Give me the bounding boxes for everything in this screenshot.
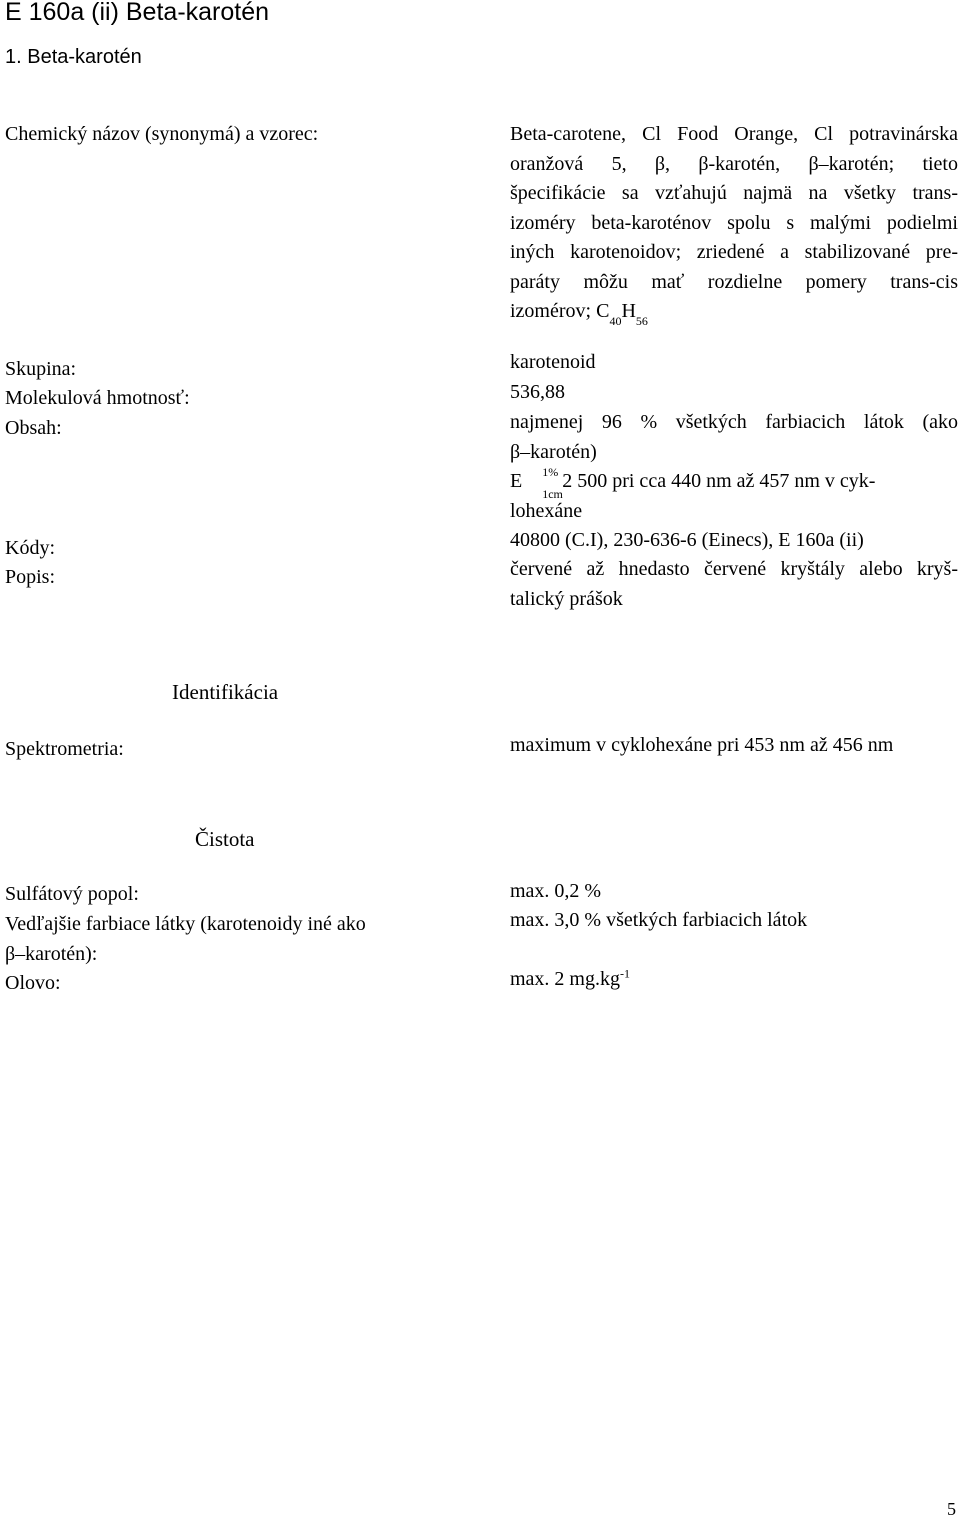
group-value: karotenoid: [510, 351, 596, 373]
absorbance-indices: [522, 465, 563, 502]
document-title: E 160a (ii) Beta-karotén: [5, 0, 270, 26]
description-line-1: červené až hnedasto červené kryštály alebo kryš-: [510, 558, 958, 580]
absorbance-sub: 1cm: [542, 487, 563, 502]
formula-sub-hydrogen: 56: [635, 314, 648, 328]
formula-sub-carbon: 40: [609, 314, 622, 328]
chem-name-line-3: špecifikácie sa vzťahujú najmä na všetky trans-: [510, 182, 958, 204]
chem-name-line-1: Beta-carotene, Cl Food Orange, Cl potravinárska: [510, 123, 958, 145]
chem-name-line-6: paráty môžu mať rozdielne pomery trans-cis: [510, 270, 958, 293]
lead-unit-exponent: -1: [620, 966, 630, 981]
absorbance-symbol: E: [510, 470, 523, 492]
spectrometry-value: maximum v cyklohexáne pri 453 nm až 456 nm: [510, 734, 894, 756]
lead-value: [510, 968, 630, 991]
lead-value-text: max. 2 mg.kg: [510, 968, 620, 990]
chem-name-label: Chemický názov (synonymá) a vzorec:: [5, 123, 319, 145]
content-line-4: lohexáne: [510, 499, 583, 522]
purity-heading: Čistota: [195, 827, 255, 851]
content-line-2: β–karotén): [510, 440, 597, 463]
absorbance-sup: 1%: [542, 465, 559, 480]
content-line-1: najmenej 96 % všetkých farbiacich látok (ako: [510, 411, 958, 433]
absorbance-value: 2 500 pri cca 440 nm až 457 nm v cyk-: [562, 470, 876, 492]
section-subtitle: 1. Beta-karotén: [5, 46, 142, 68]
identification-heading: Identifikácia: [172, 680, 279, 704]
content-value: [510, 408, 958, 526]
formula-hydrogen: H: [621, 300, 636, 322]
page-number: 5: [947, 1499, 956, 1519]
chem-name-value: [510, 120, 958, 327]
chem-name-line-4: izoméry beta-karoténov spolu s malými podielmi: [510, 211, 958, 234]
mol-weight-value: 536,88: [510, 381, 565, 403]
chem-name-line-2: oranžová 5, β, β-karotén, β–karotén; tieto: [510, 152, 958, 175]
formula-prefix: izomérov; C: [510, 300, 610, 322]
absorbance-line: [510, 465, 958, 502]
spectrometry-label: Spektrometria:: [5, 738, 124, 760]
side-colorants-label-line-2: β–karotén):: [5, 943, 98, 965]
lead-label: Olovo:: [5, 972, 61, 994]
chemical-formula: [510, 297, 958, 327]
sulfate-ash-label: Sulfátový popol:: [5, 883, 139, 905]
content-label: Obsah:: [5, 417, 62, 439]
codes-value: 40800 (C.I), 230-636-6 (Einecs), E 160a (ii): [510, 529, 864, 551]
codes-label: Kódy:: [5, 537, 55, 559]
description-line-2: talický prášok: [510, 587, 623, 610]
sulfate-ash-value: max. 0,2 %: [510, 880, 602, 902]
description-label: Popis:: [5, 566, 56, 588]
side-colorants-label-line-1: Vedľajšie farbiace látky (karotenoidy iné ako: [5, 913, 366, 935]
mol-weight-label: Molekulová hmotnosť:: [5, 387, 190, 409]
chem-name-line-5: iných karotenoidov; zriedené a stabilizované pre-: [510, 241, 958, 263]
side-colorants-value: max. 3,0 % všetkých farbiacich látok: [510, 909, 808, 931]
group-label: Skupina:: [5, 358, 77, 380]
description-value: [510, 555, 958, 614]
